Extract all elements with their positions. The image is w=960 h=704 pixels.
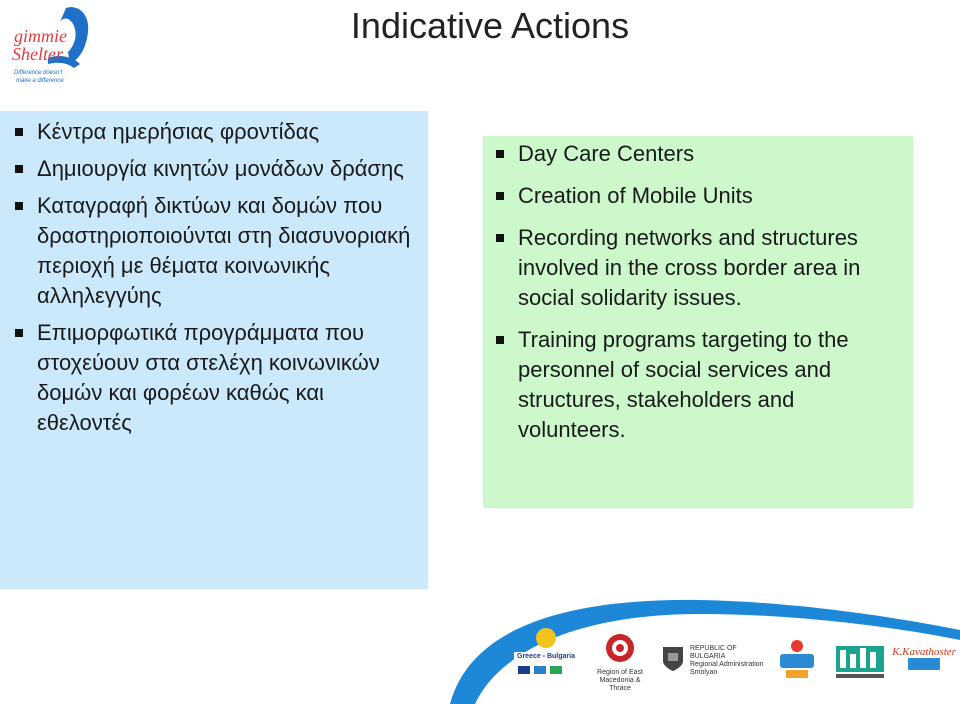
svg-text:gimmie: gimmie — [14, 26, 67, 46]
slide-title: Indicative Actions — [350, 5, 630, 46]
gimmie-shelter-logo — [8, 2, 100, 86]
bullet-square-icon — [496, 234, 504, 242]
list-item: Training programs targeting to the personnel of social services and structures, stakeholders and volunteers. — [495, 325, 907, 445]
bullet-square-icon — [496, 336, 504, 344]
bullet-square-icon — [15, 329, 23, 337]
svg-text:Difference doesn't: Difference doesn't — [14, 70, 63, 76]
list-item: Κέντρα ημερήσιας φροντίδας — [14, 117, 414, 147]
republic-of-bulgaria-logo — [660, 645, 764, 677]
kavathoster-label: K.Kavathoster — [892, 646, 956, 658]
bullet-square-icon — [496, 192, 504, 200]
region-label: Region of East Macedonia & Thrace — [597, 669, 643, 692]
programme-name: Greece - Bulgaria — [517, 653, 575, 660]
city-partner-logo — [832, 640, 888, 685]
svg-text:Shelter: Shelter — [12, 44, 63, 64]
greece-bulgaria-programme-logo — [508, 626, 584, 683]
bullet-square-icon — [15, 128, 23, 136]
bulgaria-line1: REPUBLIC OF BULGARIA — [690, 645, 737, 660]
region-east-macedonia-thrace-logo — [588, 632, 652, 693]
children-partner-logo — [772, 636, 822, 687]
bulgaria-line2: Regional Administration — [690, 661, 764, 668]
bullet-square-icon — [15, 165, 23, 173]
list-item: Καταγραφή δικτύων και δομών που δραστηριοποιούνται στη διασυνοριακή περιοχή με θέματα κοινωνικής αλληλεγγύης — [14, 191, 414, 311]
kavathoster-logo — [892, 648, 956, 675]
list-item: Recording networks and structures involved in the cross border area in social solidarity issues. — [495, 223, 907, 313]
bullet-square-icon — [496, 150, 504, 158]
list-item: Δημιουργία κινητών μονάδων δράσης — [14, 154, 414, 184]
bulgaria-line3: Smolyan — [690, 669, 718, 676]
greek-actions-list — [14, 117, 414, 445]
bullet-square-icon — [15, 202, 23, 210]
svg-text:make a difference: make a difference — [16, 78, 64, 84]
greek-actions-panel — [0, 111, 428, 589]
list-item: Επιμορφωτικά προγράμματα που στοχεύουν στα στελέχη κοινωνικών δομών και φορέων καθώς και εθελοντές — [14, 318, 414, 438]
english-actions-panel — [483, 136, 913, 508]
list-item: Day Care Centers — [495, 139, 907, 169]
list-item: Creation of Mobile Units — [495, 181, 907, 211]
english-actions-list — [495, 139, 907, 457]
